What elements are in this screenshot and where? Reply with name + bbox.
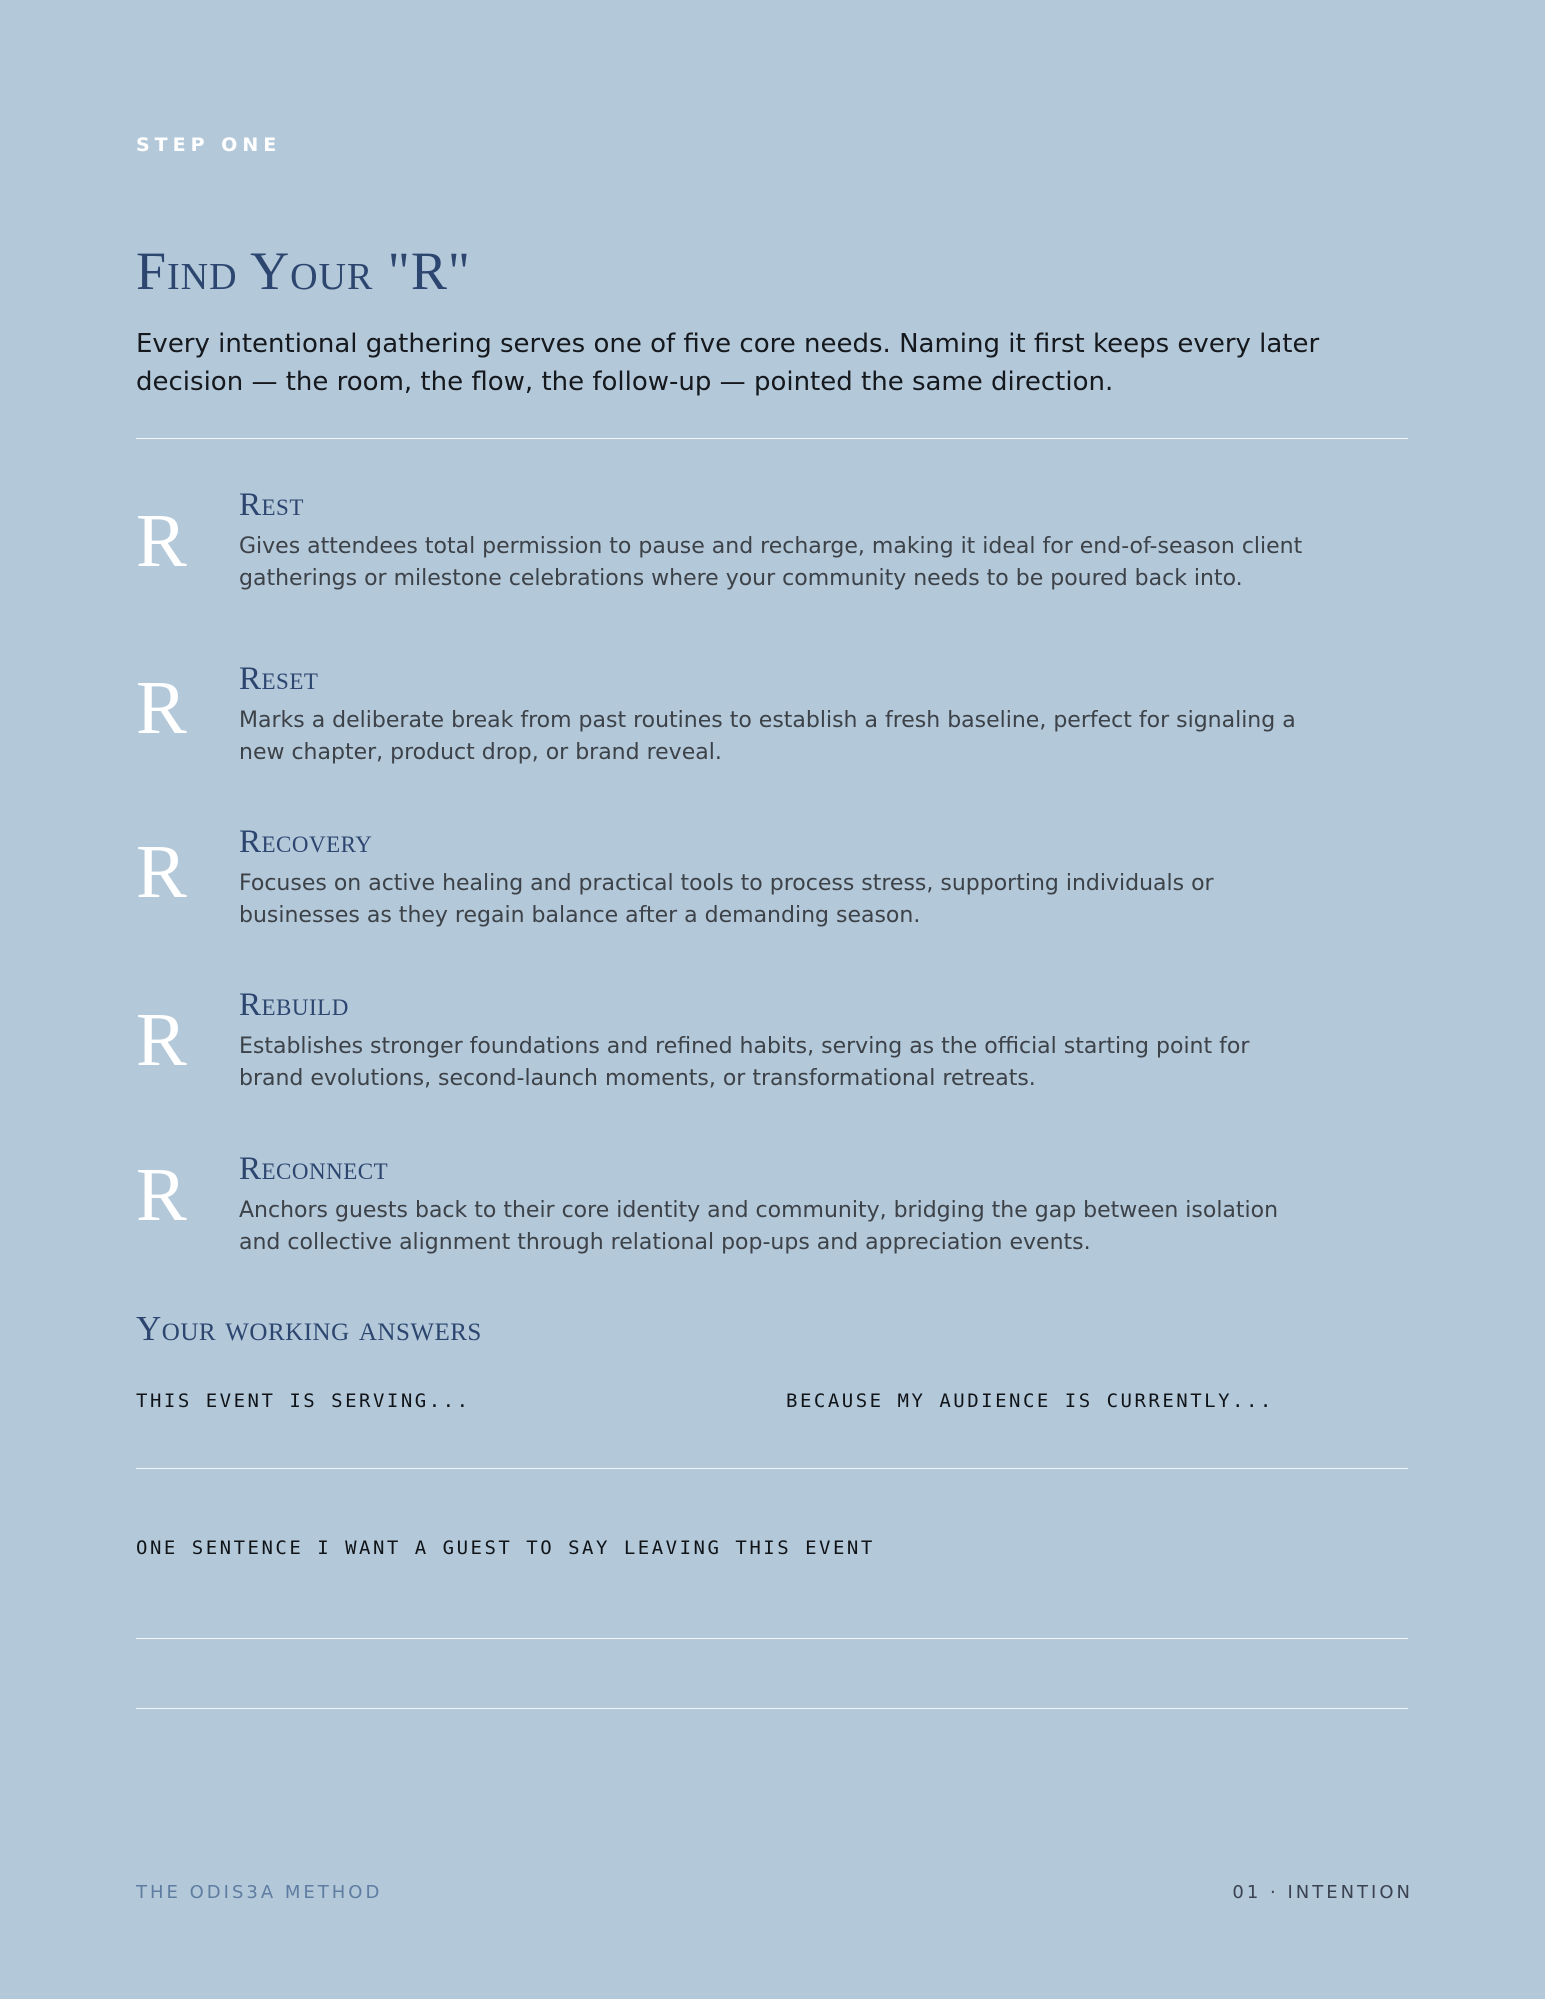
r-item-title: Rebuild (239, 987, 349, 1023)
prompt-guest-sentence: ONE SENTENCE I WANT A GUEST TO SAY LEAVING THIS EVENT (136, 1537, 875, 1559)
footer-section: 01 · INTENTION (1232, 1882, 1413, 1903)
r-item-rest (136, 485, 1336, 625)
r-item-reset (136, 659, 1336, 769)
r-item-description: Anchors guests back to their core identity and community, bridging the gap between isolation and collective alignment through relational pop-ups and appreciation events. (239, 1198, 1279, 1255)
r-item-recovery (136, 822, 1336, 932)
r-item-description: Focuses on active healing and practical tools to process stress, supporting individuals or businesses as they regain balance after a demanding season. (239, 871, 1214, 928)
page-title: Find Your "R" (136, 241, 471, 301)
worksheet-heading: Your working answers (136, 1309, 482, 1348)
r-item-description: Gives attendees total permission to pause and recharge, making it ideal for end-of-season client gatherings or milestone celebrations where your community needs to be poured back into. (239, 534, 1303, 591)
r-letter: R (136, 499, 187, 583)
answer-line[interactable] (136, 1708, 1408, 1709)
prompt-audience: BECAUSE MY AUDIENCE IS CURRENTLY... (786, 1390, 1274, 1412)
intro-paragraph: Every intentional gathering serves one of five core needs. Naming it first keeps every later decision — the room, the flow, the follow-up — pointed the same direction. (136, 329, 1320, 397)
answer-line[interactable] (136, 1468, 1408, 1469)
r-letter: R (136, 1153, 187, 1237)
r-item-description: Marks a deliberate break from past routines to establish a fresh baseline, perfect for signaling a new chapter, product drop, or brand reveal. (239, 708, 1296, 765)
r-item-title: Rest (239, 487, 304, 523)
r-letter: R (136, 666, 187, 750)
r-item-rebuild (136, 985, 1336, 1095)
r-letter: R (136, 830, 187, 914)
r-item-title: Reset (239, 661, 319, 697)
r-item-reconnect (136, 1149, 1336, 1259)
prompt-serving: THIS EVENT IS SERVING... (136, 1390, 471, 1412)
divider (136, 438, 1408, 439)
footer-brand: THE ODIS3A METHOD (136, 1882, 383, 1903)
r-item-title: Reconnect (239, 1151, 389, 1187)
answer-line[interactable] (136, 1638, 1408, 1639)
eyebrow-label: STEP ONE (136, 134, 282, 156)
r-letter: R (136, 998, 187, 1082)
r-item-description: Establishes stronger foundations and refined habits, serving as the official starting point for brand evolutions, second-launch moments, or transformational retreats. (239, 1034, 1250, 1091)
r-item-title: Recovery (239, 824, 373, 860)
